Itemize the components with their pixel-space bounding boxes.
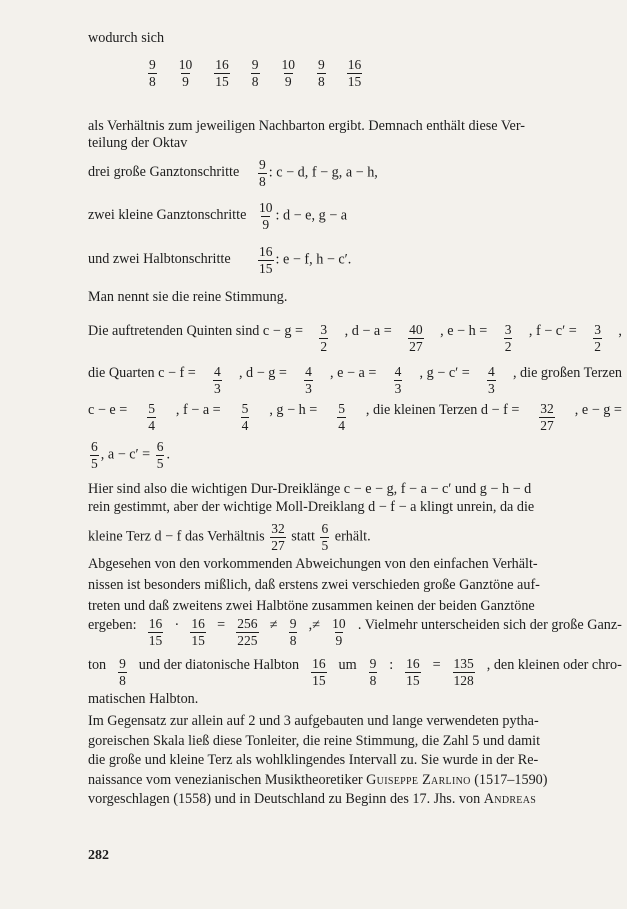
- moll-line: [88, 522, 371, 552]
- seq-fraction: $\frac{9}{8}$: [149, 57, 156, 89]
- text: naissance vom venezianischen Musiktheoretiker: [88, 772, 367, 788]
- text: kleine Terz d − f das Verhältnis: [88, 528, 265, 545]
- step-label: drei große Ganztonschritte: [88, 164, 240, 181]
- text: ,≠: [308, 617, 320, 633]
- fraction: $\frac{5}{4}$: [148, 401, 155, 433]
- text: erhält.: [334, 528, 371, 545]
- text: ,: [618, 323, 622, 339]
- text: .: [166, 446, 171, 463]
- fraction: $\frac{40}{27}$: [409, 322, 423, 354]
- equation-line: [88, 657, 622, 687]
- text: ton: [88, 657, 107, 673]
- paragraph-line: [88, 772, 622, 789]
- text: , die großen Terzen: [512, 365, 622, 381]
- quinten-line: [88, 323, 622, 353]
- quarten-line: [88, 365, 622, 395]
- fraction: $\frac{135}{128}$: [453, 656, 474, 688]
- fraction: $\frac{5}{4}$: [241, 401, 249, 433]
- text: , d − a =: [344, 323, 392, 339]
- seq-fraction: $\frac{16}{15}$: [215, 57, 229, 89]
- fraction: $\frac{6}{5}$: [156, 439, 164, 471]
- fraction: $\frac{9}{8}$: [289, 616, 297, 648]
- paragraph-line: rein gestimmt, aber der wichtige Moll-Dreiklang d − f − a klingt unrein, da die: [88, 499, 535, 515]
- terzen-line: [88, 402, 622, 432]
- text: , g − h =: [269, 402, 318, 418]
- text: c − e =: [88, 402, 128, 418]
- step-notes: : d − e, g − a: [275, 207, 348, 224]
- kterzen-line: [88, 440, 170, 470]
- paragraph-line: treten und daß zweitens zwei Halbtöne zusammen keinen der beiden Ganztöne: [88, 598, 535, 614]
- step-label: und zwei Halbtonschritte: [88, 251, 231, 268]
- seq-fraction: $\frac{10}{9}$: [281, 57, 295, 89]
- text: statt: [291, 528, 315, 545]
- step-fraction: $\frac{16}{15}$: [259, 244, 273, 276]
- fraction: $\frac{16}{15}$: [312, 656, 326, 688]
- fraction: $\frac{4}{3}$: [394, 364, 402, 396]
- fraction: $\frac{256}{225}$: [237, 616, 258, 648]
- step-row: [88, 201, 347, 231]
- paragraph-line: die große und kleine Terz als wohlklingendes Intervall zu. Sie wurde in der Re-: [88, 752, 539, 768]
- text: , den kleinen oder chro-: [486, 657, 622, 673]
- text: =: [217, 617, 226, 633]
- fraction: $\frac{3}{2}$: [320, 322, 328, 354]
- text: ·: [174, 617, 180, 633]
- fraction: $\frac{6}{5}$: [91, 439, 98, 471]
- paragraph-line: nissen ist besonders mißlich, daß erstens zwei verschieden große Ganztöne auf-: [88, 577, 540, 593]
- text: :: [389, 657, 394, 673]
- text: ergeben:: [88, 617, 137, 633]
- fraction: $\frac{3}{2}$: [504, 322, 512, 354]
- text: , d − g =: [238, 365, 287, 381]
- text: Die auftretenden Quinten sind c − g =: [88, 323, 303, 339]
- seq-fraction: $\frac{16}{15}$: [347, 57, 362, 89]
- fraction: $\frac{5}{4}$: [338, 401, 345, 433]
- fraction: $\frac{16}{15}$: [191, 616, 205, 648]
- paragraph-line: Abgesehen von den vorkommenden Abweichungen von den einfachen Verhält-: [88, 556, 538, 572]
- fraction: $\frac{4}{3}$: [305, 364, 312, 396]
- step-notes: : c − d, f − g, a − h,: [268, 164, 378, 181]
- text: die Quarten c − f =: [88, 365, 196, 381]
- text: und der diatonische Halbton: [138, 657, 300, 673]
- text: (1517–1590): [470, 772, 548, 788]
- author-name: Guiseppe Zarlino: [366, 772, 471, 788]
- author-name: Andreas: [483, 791, 537, 807]
- paragraph-line: als Verhältnis zum jeweiligen Nachbarton ergibt. Demnach enthält diese Ver-: [88, 118, 526, 134]
- fraction: $\frac{9}{8}$: [369, 656, 377, 688]
- paragraph-line: goreischen Skala ließ diese Tonleiter, die reine Stimmung, die Zahl 5 und damit: [88, 733, 541, 749]
- paragraph-line: Im Gegensatz zur allein auf 2 und 3 aufgebauten und lange verwendeten pytha-: [88, 713, 539, 729]
- paragraph-line: Hier sind also die wichtigen Dur-Dreiklänge c − e − g, f − a − c′ und g − h − d: [88, 481, 532, 497]
- text: . Vielmehr unterscheiden sich der große Ganz-: [357, 617, 622, 633]
- text: um: [338, 657, 357, 673]
- paragraph-line: Man nennt sie die reine Stimmung.: [88, 289, 288, 305]
- paragraph-line: matischen Halbton.: [88, 691, 199, 707]
- seq-fraction: $\frac{9}{8}$: [251, 57, 259, 89]
- step-row: [88, 245, 351, 275]
- text: vorgeschlagen (1558) und in Deutschland zu Beginn des 17. Jhs. von: [88, 791, 484, 807]
- text: , f − a =: [175, 402, 221, 418]
- step-notes: : e − f, h − c′.: [275, 251, 352, 268]
- seq-fraction: $\frac{9}{8}$: [318, 57, 325, 89]
- fraction: $\frac{4}{3}$: [487, 364, 495, 396]
- step-fraction: $\frac{10}{9}$: [259, 200, 273, 232]
- text: , f − c′ =: [528, 323, 577, 339]
- text: =: [432, 657, 441, 673]
- text: , die kleinen Terzen d − f =: [365, 402, 520, 418]
- step-label: zwei kleine Ganztonschritte: [88, 207, 247, 224]
- fraction: $\frac{16}{15}$: [148, 616, 163, 648]
- fraction: $\frac{32}{27}$: [271, 521, 285, 553]
- equation-line: [88, 617, 622, 647]
- seq-fraction: $\frac{10}{9}$: [178, 57, 193, 89]
- text: , g − c′ =: [419, 365, 470, 381]
- text: , a − c′ =: [100, 446, 151, 463]
- fraction: $\frac{3}{2}$: [594, 322, 601, 354]
- fraction: $\frac{10}{9}$: [332, 616, 346, 648]
- intro-text: wodurch sich: [88, 30, 165, 46]
- text: ≠: [269, 617, 278, 633]
- ratio-sequence: [146, 58, 364, 88]
- paragraph-line: [88, 791, 622, 808]
- page-number: 282: [88, 848, 109, 863]
- step-row: [88, 158, 378, 188]
- text: , e − h =: [440, 323, 488, 339]
- paragraph-line: teilung der Oktav: [88, 135, 188, 151]
- text: , e − g =: [574, 402, 622, 418]
- fraction: $\frac{16}{15}$: [406, 656, 420, 688]
- fraction: $\frac{9}{8}$: [119, 656, 126, 688]
- fraction: $\frac{6}{5}$: [321, 521, 329, 553]
- fraction: $\frac{32}{27}$: [540, 401, 554, 433]
- fraction: $\frac{4}{3}$: [214, 364, 221, 396]
- text: , e − a =: [330, 365, 377, 381]
- step-fraction: $\frac{9}{8}$: [259, 157, 266, 189]
